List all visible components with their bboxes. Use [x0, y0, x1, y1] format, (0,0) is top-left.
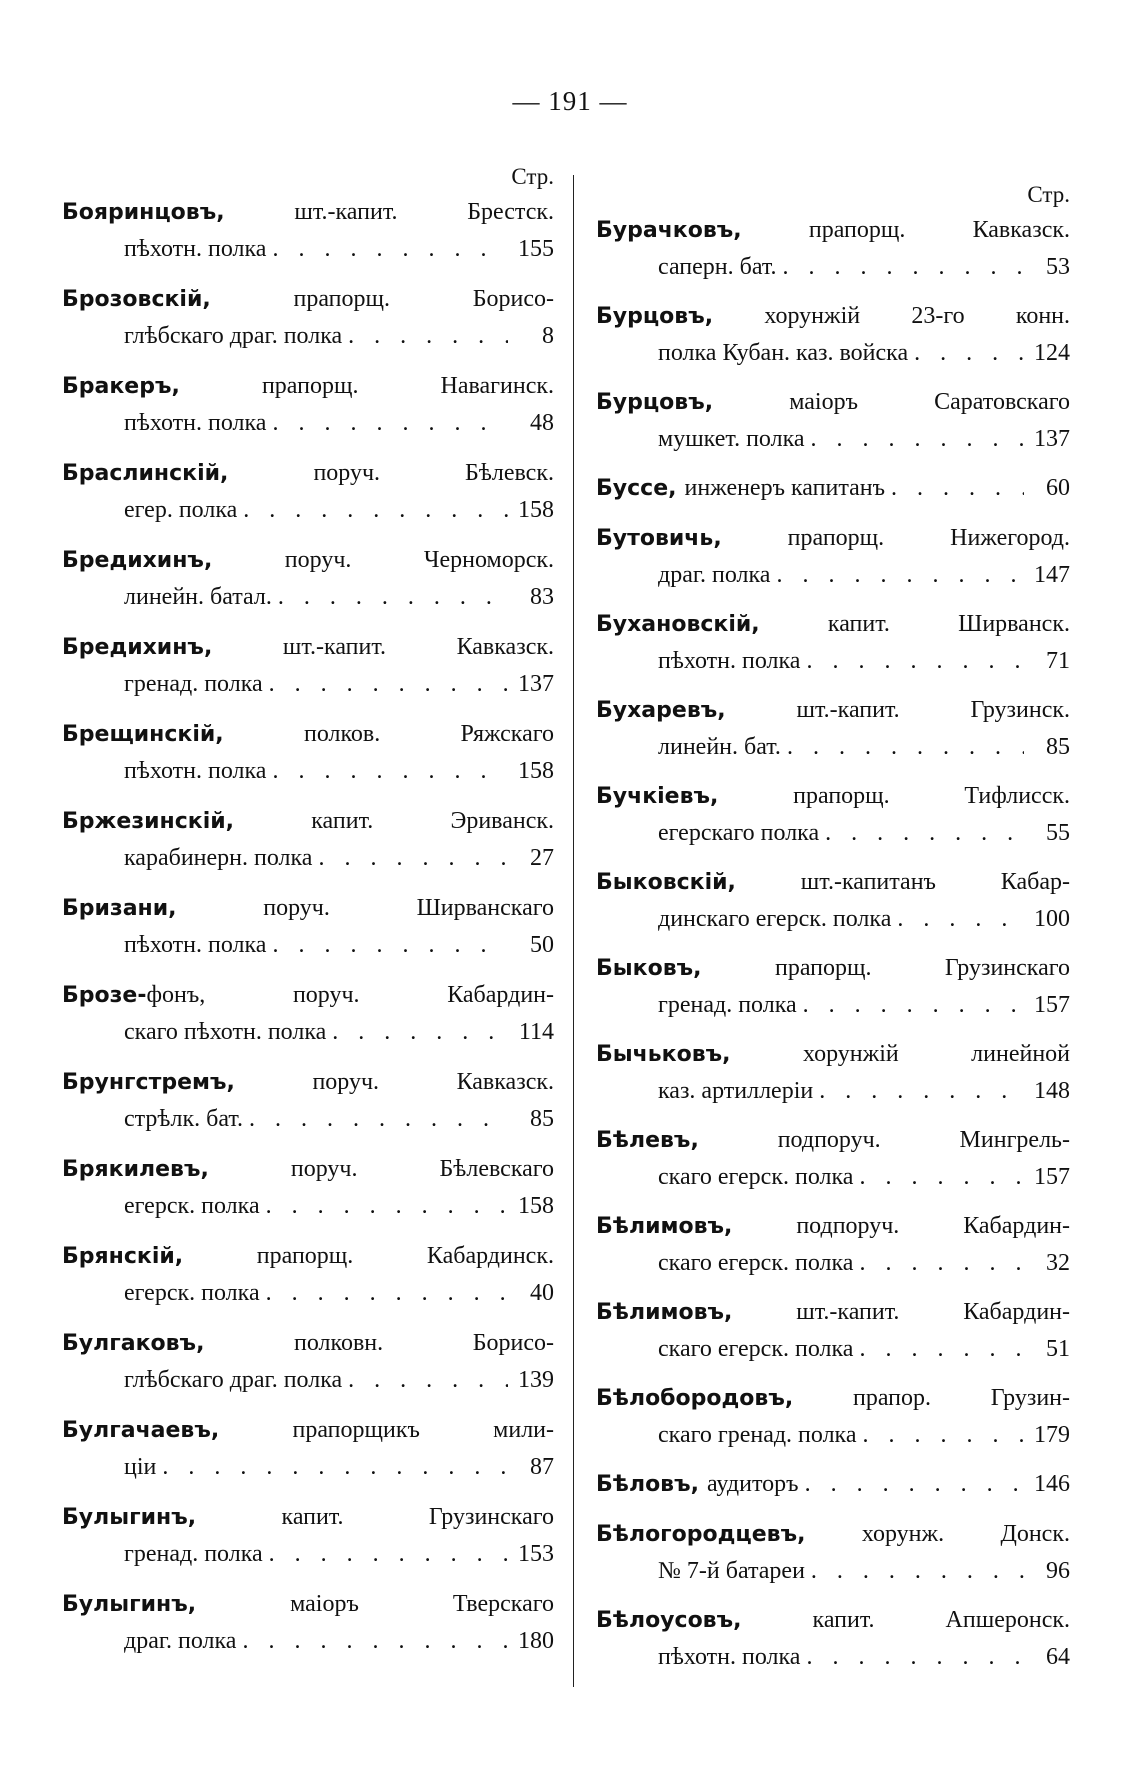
- entry-rank-unit: шт.-капит. Брестск.: [294, 199, 555, 225]
- entry-first-line: [62, 1238, 554, 1275]
- entry-second-line: [62, 1101, 554, 1137]
- index-entry: [596, 778, 1070, 851]
- entry-rank-unit: шт.-капит. Грузинск.: [796, 697, 1071, 723]
- entry-page-number: 71: [1046, 648, 1070, 674]
- entry-first-line: [62, 281, 554, 318]
- entry-second-line: [596, 1159, 1070, 1195]
- entry-page-number: 48: [530, 410, 554, 436]
- entry-rank-unit: хорунжій линейной: [803, 1041, 1070, 1067]
- index-entry: [62, 281, 554, 354]
- entry-rank-unit: поруч. Бѣлевскаго: [290, 1156, 555, 1182]
- entry-first-line: [62, 977, 554, 1014]
- entry-surname: Бризани,: [62, 896, 177, 921]
- entry-page-number: 158: [518, 758, 554, 784]
- entry-second-line: [596, 1073, 1070, 1109]
- entry-second-line: [596, 1245, 1070, 1281]
- entry-unit-continued: пѣхотн. полка: [124, 758, 267, 784]
- leader-dots: [805, 1466, 1024, 1502]
- right-column: [596, 160, 1070, 1688]
- entry-unit-continued: пѣхотн. полка: [658, 1644, 801, 1670]
- index-entry: [62, 629, 554, 702]
- entry-surname: Бурцовъ,: [596, 304, 714, 329]
- entry-first-line: [62, 1499, 554, 1536]
- entry-unit-continued: глѣбскаго драг. полка: [124, 1367, 343, 1393]
- entry-rank-unit: подпоруч. Мингрель-: [777, 1127, 1070, 1153]
- entry-surname: Бѣлимовъ,: [596, 1214, 733, 1239]
- entry-first-line: [596, 298, 1070, 335]
- entry-rank-unit: маіоръ Тверскаго: [290, 1591, 554, 1617]
- entry-rank-unit: маіоръ Саратовскаго: [789, 389, 1070, 415]
- entry-first-line: [596, 470, 1070, 507]
- entry-first-line: [596, 1466, 1070, 1503]
- entry-page-number: 158: [518, 1193, 554, 1219]
- entry-unit-continued: линейн. батал.: [124, 584, 272, 610]
- index-entry: [62, 1151, 554, 1224]
- left-entries: [62, 194, 554, 1659]
- entry-unit-continued: каз. артиллеріи: [658, 1078, 814, 1104]
- entry-rank-unit: шт.-капит. Кавказск.: [282, 634, 554, 660]
- entry-rank-unit: поруч. Кавказск.: [312, 1069, 554, 1095]
- entry-rank-unit: прапорщ. Кабардинск.: [256, 1243, 554, 1269]
- entry-first-line: [62, 455, 554, 492]
- entry-page-number: 179: [1034, 1422, 1070, 1448]
- leader-dots: [806, 1639, 1024, 1675]
- entry-surname: Браслинскій,: [62, 461, 229, 486]
- leader-dots: [859, 1159, 1024, 1195]
- entry-surname: Бѣлевъ,: [596, 1128, 699, 1153]
- entry-page-number: 157: [1034, 1164, 1070, 1190]
- leader-dots: [811, 421, 1024, 457]
- entry-surname: Булгаковъ,: [62, 1331, 205, 1356]
- entry-page-number: 60: [1046, 475, 1070, 501]
- entry-page-number: 139: [518, 1367, 554, 1393]
- entry-rank-unit: прапорщикъ мили-: [292, 1417, 555, 1443]
- entry-rank-unit: хорунж. Донск.: [861, 1521, 1070, 1547]
- leader-dots: [272, 753, 508, 789]
- leader-dots: [859, 1331, 1024, 1367]
- entry-page-number: 85: [530, 1106, 554, 1132]
- entry-page-number: 157: [1034, 992, 1070, 1018]
- entry-unit-continued: гренад. полка: [124, 1541, 263, 1567]
- entry-rank-unit: шт.-капит. Кабардин-: [796, 1299, 1070, 1325]
- entry-unit-continued: егерскаго полка: [658, 820, 820, 846]
- entry-unit-continued: скаго егерск. полка: [658, 1250, 854, 1276]
- leader-dots: [272, 405, 508, 441]
- entry-second-line: [596, 249, 1070, 285]
- leader-dots: [249, 1101, 508, 1137]
- entry-page-number: 153: [518, 1541, 554, 1567]
- entry-first-line: [62, 803, 554, 840]
- index-entry: [596, 1208, 1070, 1281]
- entry-surname: Быковскій,: [596, 870, 736, 895]
- leader-dots: [272, 927, 508, 963]
- index-entry: [596, 950, 1070, 1023]
- entry-second-line: [596, 729, 1070, 765]
- entry-page-number: 27: [530, 845, 554, 871]
- column-divider: [573, 175, 574, 1687]
- entry-second-line: [62, 318, 554, 354]
- index-entry: [62, 1412, 554, 1485]
- index-entry: [596, 606, 1070, 679]
- entry-first-line: [596, 520, 1070, 557]
- entry-unit-continued: полка Кубан. каз. войска: [658, 340, 909, 366]
- leader-dots: [242, 1623, 508, 1659]
- entry-second-line: [62, 1188, 554, 1224]
- entry-surname: Бѣловъ,: [596, 1472, 699, 1497]
- index-entry: [596, 1602, 1070, 1675]
- entry-page-number: 114: [518, 1019, 554, 1045]
- entry-first-line: [596, 606, 1070, 643]
- leader-dots: [859, 1245, 1024, 1281]
- entry-unit-continued: саперн. бат.: [658, 254, 777, 280]
- column-header: Стр.: [1027, 182, 1070, 207]
- entry-rank-unit: прапорщ. Борисо-: [293, 286, 554, 312]
- entry-unit-continued: драг. полка: [124, 1628, 237, 1654]
- entry-page-number: 180: [518, 1628, 554, 1654]
- right-entries: [596, 212, 1070, 1675]
- entry-unit-continued: скаго гренад. полка: [658, 1422, 857, 1448]
- entry-rank-unit: прапорщ. Грузинскаго: [774, 955, 1070, 981]
- index-entry: [62, 1586, 554, 1659]
- leader-dots: [819, 1073, 1024, 1109]
- leader-dots: [914, 335, 1024, 371]
- entry-first-line: [596, 1380, 1070, 1417]
- entry-rank-unit: поруч. Ширванскаго: [263, 895, 554, 921]
- entry-first-line: [62, 1151, 554, 1188]
- leader-dots: [269, 666, 508, 702]
- entry-surname: Брунгстремъ,: [62, 1070, 235, 1095]
- entry-surname: Брозовскій,: [62, 287, 211, 312]
- entry-unit-continued: динскаго егерск. полка: [658, 906, 892, 932]
- entry-first-line: [62, 1064, 554, 1101]
- entry-surname: Бредихинъ,: [62, 635, 213, 660]
- entry-surname: Бѣлогородцевъ,: [596, 1522, 806, 1547]
- entry-second-line: [596, 1417, 1070, 1453]
- entry-unit-continued: глѣбскаго драг. полка: [124, 323, 343, 349]
- entry-first-line: [62, 890, 554, 927]
- entry-rank-unit: поруч. Черноморск.: [284, 547, 554, 573]
- index-entry: [596, 520, 1070, 593]
- entry-surname: Булгачаевъ,: [62, 1418, 220, 1443]
- leader-dots: [803, 987, 1024, 1023]
- index-entry: [62, 194, 554, 267]
- entry-page-number: 124: [1034, 340, 1070, 366]
- index-entry: [62, 890, 554, 963]
- entry-first-line: [596, 692, 1070, 729]
- entry-page-number: 147: [1034, 562, 1070, 588]
- entry-page-number: 148: [1034, 1078, 1070, 1104]
- entry-page-number: 55: [1046, 820, 1070, 846]
- entry-second-line: [596, 643, 1070, 679]
- entry-surname: Брозе-: [62, 983, 147, 1008]
- entry-unit-continued: № 7-й батареи: [658, 1558, 805, 1584]
- entry-rank-unit: инженеръ капитанъ: [684, 475, 886, 501]
- entry-page-number: 137: [518, 671, 554, 697]
- entry-first-line: [596, 1602, 1070, 1639]
- entry-rank-unit: капит. Грузинскаго: [281, 1504, 554, 1530]
- page-number: — 191 —: [512, 86, 628, 116]
- leader-dots: [783, 249, 1024, 285]
- entry-second-line: [62, 753, 554, 789]
- index-entry: [596, 1294, 1070, 1367]
- leader-dots: [278, 579, 508, 615]
- entry-second-line: [596, 557, 1070, 593]
- index-entry: [62, 542, 554, 615]
- entry-page-number: 158: [518, 497, 554, 523]
- entry-second-line: [596, 987, 1070, 1023]
- entry-page-number: 87: [530, 1454, 554, 1480]
- entry-surname: Бѣлимовъ,: [596, 1300, 733, 1325]
- entry-surname: Бояринцовъ,: [62, 200, 225, 225]
- entry-first-line: [596, 864, 1070, 901]
- index-entry: [596, 212, 1070, 285]
- entry-surname: Бычьковъ,: [596, 1042, 731, 1067]
- entry-second-line: [62, 1536, 554, 1572]
- entry-first-line: [596, 950, 1070, 987]
- entry-first-line: [596, 1036, 1070, 1073]
- entry-second-line: [62, 666, 554, 702]
- entry-rank-unit: прапорщ. Кавказск.: [808, 217, 1070, 243]
- entry-first-line: [62, 542, 554, 579]
- index-entry: [62, 1499, 554, 1572]
- entry-surname: Буссе,: [596, 476, 677, 501]
- entry-unit-continued: драг. полка: [658, 562, 771, 588]
- entry-first-line: [596, 1294, 1070, 1331]
- column-header: Стр.: [511, 164, 554, 189]
- entry-page-number: 85: [1046, 734, 1070, 760]
- entry-second-line: [596, 1553, 1070, 1589]
- entry-unit-continued: пѣхотн. полка: [124, 932, 267, 958]
- leader-dots: [332, 1014, 508, 1050]
- entry-unit-continued: линейн. бат.: [658, 734, 781, 760]
- entry-unit-continued: ціи: [124, 1454, 157, 1480]
- entry-first-line: [62, 629, 554, 666]
- entry-second-line: [62, 231, 554, 267]
- entry-second-line: [62, 579, 554, 615]
- leader-dots: [348, 318, 508, 354]
- entry-second-line: [596, 815, 1070, 851]
- entry-first-line: [596, 1208, 1070, 1245]
- entry-surname: Булыгинъ,: [62, 1592, 197, 1617]
- entry-surname-suffix: фонъ,: [146, 982, 206, 1008]
- leader-dots: [348, 1362, 508, 1398]
- entry-unit-continued: пѣхотн. полка: [124, 410, 267, 436]
- entry-surname: Бухаревъ,: [596, 698, 726, 723]
- entry-second-line: [62, 927, 554, 963]
- left-column: [62, 160, 554, 1673]
- entry-rank-unit: прапор. Грузин-: [853, 1385, 1071, 1411]
- entry-second-line: [62, 840, 554, 876]
- entry-surname: Быковъ,: [596, 956, 702, 981]
- entry-rank-unit: подпоруч. Кабардин-: [796, 1213, 1070, 1239]
- entry-page-number: 50: [530, 932, 554, 958]
- entry-first-line: [62, 368, 554, 405]
- entry-surname: Бредихинъ,: [62, 548, 213, 573]
- leader-dots: [897, 901, 1024, 937]
- leader-dots: [806, 643, 1024, 679]
- entry-unit-continued: гренад. полка: [658, 992, 797, 1018]
- entry-rank-unit: хорунжій 23-го конн.: [764, 303, 1071, 329]
- entry-page-number: 64: [1046, 1644, 1070, 1670]
- entry-page-number: 53: [1046, 254, 1070, 280]
- index-entry: [62, 977, 554, 1050]
- leader-dots: [863, 1417, 1024, 1453]
- leader-dots: [318, 840, 508, 876]
- entry-unit-continued: егерск. полка: [124, 1280, 260, 1306]
- entry-rank-unit: капит. Апшеронск.: [812, 1607, 1070, 1633]
- entry-first-line: [62, 1586, 554, 1623]
- entry-second-line: [596, 335, 1070, 371]
- leader-dots: [891, 470, 1024, 506]
- entry-unit-continued: пѣхотн. полка: [658, 648, 801, 674]
- entry-page-number: 155: [518, 236, 554, 262]
- entry-first-line: [596, 384, 1070, 421]
- index-entry: [62, 716, 554, 789]
- leader-dots: [776, 557, 1024, 593]
- entry-first-line: [62, 1412, 554, 1449]
- entry-second-line: [62, 405, 554, 441]
- entry-surname: Бѣлоусовъ,: [596, 1608, 742, 1633]
- entry-rank-unit: капит. Ширванск.: [827, 611, 1070, 637]
- entry-second-line: [62, 1449, 554, 1485]
- entry-page-number: 146: [1034, 1471, 1070, 1497]
- entry-page-number: 32: [1046, 1250, 1070, 1276]
- entry-unit-continued: егер. полка: [124, 497, 238, 523]
- entry-unit-continued: стрѣлк. бат.: [124, 1106, 244, 1132]
- index-entry: [596, 692, 1070, 765]
- leader-dots: [162, 1449, 508, 1485]
- leader-dots: [243, 492, 508, 528]
- entry-rank-unit: прапорщ. Нижегород.: [787, 525, 1070, 551]
- leader-dots: [266, 1275, 508, 1311]
- entry-rank-unit: капит. Эриванск.: [311, 808, 554, 834]
- entry-rank-unit: поруч. Бѣлевск.: [313, 460, 554, 486]
- entry-surname: Бурачковъ,: [596, 218, 742, 243]
- leader-dots: [825, 815, 1024, 851]
- entry-unit-continued: скаго егерск. полка: [658, 1336, 854, 1362]
- entry-unit-continued: егерск. полка: [124, 1193, 260, 1219]
- entry-surname: Бѣлобородовъ,: [596, 1386, 794, 1411]
- entry-first-line: [596, 778, 1070, 815]
- entry-surname: Булыгинъ,: [62, 1505, 197, 1530]
- index-entry: [62, 455, 554, 528]
- entry-second-line: [596, 421, 1070, 457]
- entry-page-number: 137: [1034, 426, 1070, 452]
- entry-first-line: [596, 212, 1070, 249]
- entry-first-line: [62, 716, 554, 753]
- leader-dots: [266, 1188, 508, 1224]
- index-entry: [596, 864, 1070, 937]
- index-entry: [62, 1325, 554, 1398]
- entry-page-number: 100: [1034, 906, 1070, 932]
- entry-surname: Бракеръ,: [62, 374, 180, 399]
- entry-second-line: [62, 492, 554, 528]
- entry-surname: Бучкіевъ,: [596, 784, 719, 809]
- index-entry: [596, 298, 1070, 371]
- entry-unit-continued: гренад. полка: [124, 671, 263, 697]
- entry-unit-continued: скаго егерск. полка: [658, 1164, 854, 1190]
- leader-dots: [269, 1536, 508, 1572]
- index-entry: [596, 1122, 1070, 1195]
- entry-unit-continued: карабинерн. полка: [124, 845, 313, 871]
- entry-surname: Брещинскій,: [62, 722, 224, 747]
- entry-second-line: [62, 1275, 554, 1311]
- index-entry: [62, 368, 554, 441]
- entry-page-number: 8: [542, 323, 554, 349]
- index-entry: [596, 1036, 1070, 1109]
- entry-surname: Бржезинскій,: [62, 809, 235, 834]
- entry-surname: Брянскій,: [62, 1244, 184, 1269]
- entry-second-line: [596, 901, 1070, 937]
- entry-rank-unit: полков. Ряжскаго: [303, 721, 555, 747]
- index-entry: [62, 1238, 554, 1311]
- entry-rank-unit: поруч. Кабардин-: [292, 982, 554, 1008]
- entry-first-line: [596, 1122, 1070, 1159]
- index-entry: [596, 470, 1070, 507]
- entry-rank-unit: полковн. Борисо-: [294, 1330, 554, 1356]
- entry-second-line: [596, 1331, 1070, 1367]
- entry-unit-continued: скаго пѣхотн. полка: [124, 1019, 327, 1045]
- index-entry: [596, 1516, 1070, 1589]
- leader-dots: [787, 729, 1024, 765]
- entry-rank-unit: прапорщ. Тифлисск.: [793, 783, 1070, 809]
- entry-first-line: [62, 1325, 554, 1362]
- index-entry: [62, 1064, 554, 1137]
- entry-surname: Бутовичь,: [596, 526, 722, 551]
- entry-second-line: [62, 1362, 554, 1398]
- index-entry: [596, 1466, 1070, 1503]
- entry-page-number: 51: [1046, 1336, 1070, 1362]
- entry-surname: Брякилевъ,: [62, 1157, 209, 1182]
- entry-rank-unit: шт.-капитанъ Кабар-: [800, 869, 1070, 895]
- entry-second-line: [62, 1623, 554, 1659]
- entry-first-line: [596, 1516, 1070, 1553]
- index-entry: [596, 1380, 1070, 1453]
- entry-unit-continued: мушкет. полка: [658, 426, 805, 452]
- leader-dots: [272, 231, 508, 267]
- index-entry: [596, 384, 1070, 457]
- entry-second-line: [62, 1014, 554, 1050]
- entry-rank-unit: аудиторъ: [707, 1471, 799, 1497]
- entry-first-line: [62, 194, 554, 231]
- entry-surname: Бурцовъ,: [596, 390, 714, 415]
- index-entry: [62, 803, 554, 876]
- entry-second-line: [596, 1639, 1070, 1675]
- entry-rank-unit: прапорщ. Навагинск.: [261, 373, 555, 399]
- leader-dots: [811, 1553, 1024, 1589]
- entry-page-number: 83: [530, 584, 554, 610]
- entry-unit-continued: пѣхотн. полка: [124, 236, 267, 262]
- entry-page-number: 40: [530, 1280, 554, 1306]
- entry-page-number: 96: [1046, 1558, 1070, 1584]
- entry-surname: Бухановскій,: [596, 612, 760, 637]
